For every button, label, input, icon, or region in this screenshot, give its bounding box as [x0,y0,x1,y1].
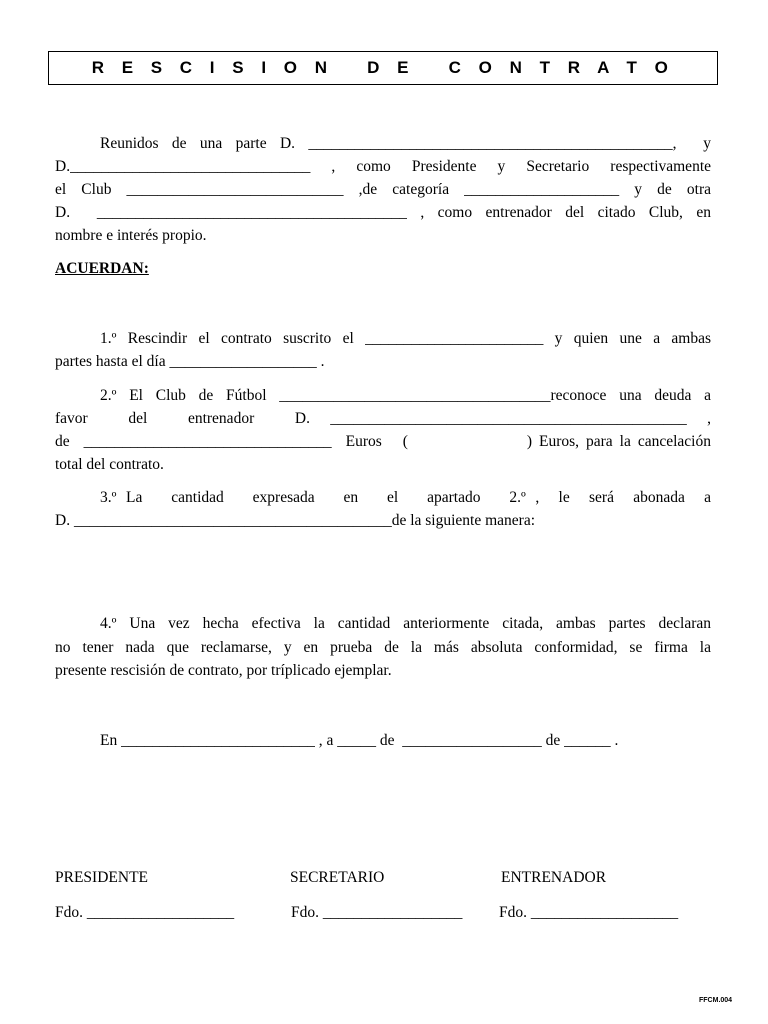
intro-line-3: el Club ____________________________ ,de categoría ____________________ y de otra [55,181,711,198]
title-box [48,51,718,85]
intro-line-4: D. ________________________________________ , como entrenador del citado Club, en [55,204,711,221]
acuerdan-heading: ACUERDAN: [55,260,149,277]
secretario-label: SECRETARIO [290,869,385,886]
entrenador-label: ENTRENADOR [501,869,607,886]
clause1-line-2: partes hasta el día ___________________ . [55,353,325,370]
document-title: R E S C I S I O N D E C O N T R A T O [91,58,675,77]
clause1-line-1: 1.º Rescindir el contrato suscrito el _______________________ y quien une a ambas [100,330,711,347]
clause2-line-2: favor del entrenador D. ______________________________________________ , [55,410,711,427]
clause4-line-1: 4.º Una vez hecha efectiva la cantidad anteriormente citada, ambas partes declaran [100,615,711,632]
entrenador-signature-line: Fdo. ___________________ [499,904,679,921]
clause2-line-4: total del contrato. [55,456,164,473]
intro-line-2: D._______________________________ , como Presidente y Secretario respectivamente [55,158,711,175]
presidente-label: PRESIDENTE [55,869,148,886]
date-line: En _________________________ , a _____ de __________________ de ______ . [100,732,619,749]
clause2-line-3: de ________________________________ Euros ( ) Euros, para la cancelación [55,433,711,450]
intro-line-1: Reunidos de una parte D. _______________________________________________, y [100,135,711,152]
clause4-line-2: no tener nada que reclamarse, y en prueba de la más absoluta conformidad, se firma la [55,639,711,656]
clause2-line-1: 2.º El Club de Fútbol ___________________________________reconoce una deuda a [100,387,711,404]
secretario-signature-line: Fdo. __________________ [291,904,463,921]
clause4-line-3: presente rescisión de contrato, por tríplicado ejemplar. [55,662,392,679]
intro-line-5: nombre e interés propio. [55,227,207,244]
clause3-line-2: D. _________________________________________de la siguiente manera: [55,512,536,529]
form-code: FFCM.004 [699,997,733,1004]
clause3-line-1: 3.º La cantidad expresada en el apartado 2.º , le será abonada a [100,489,711,506]
presidente-signature-line: Fdo. ___________________ [55,904,235,921]
